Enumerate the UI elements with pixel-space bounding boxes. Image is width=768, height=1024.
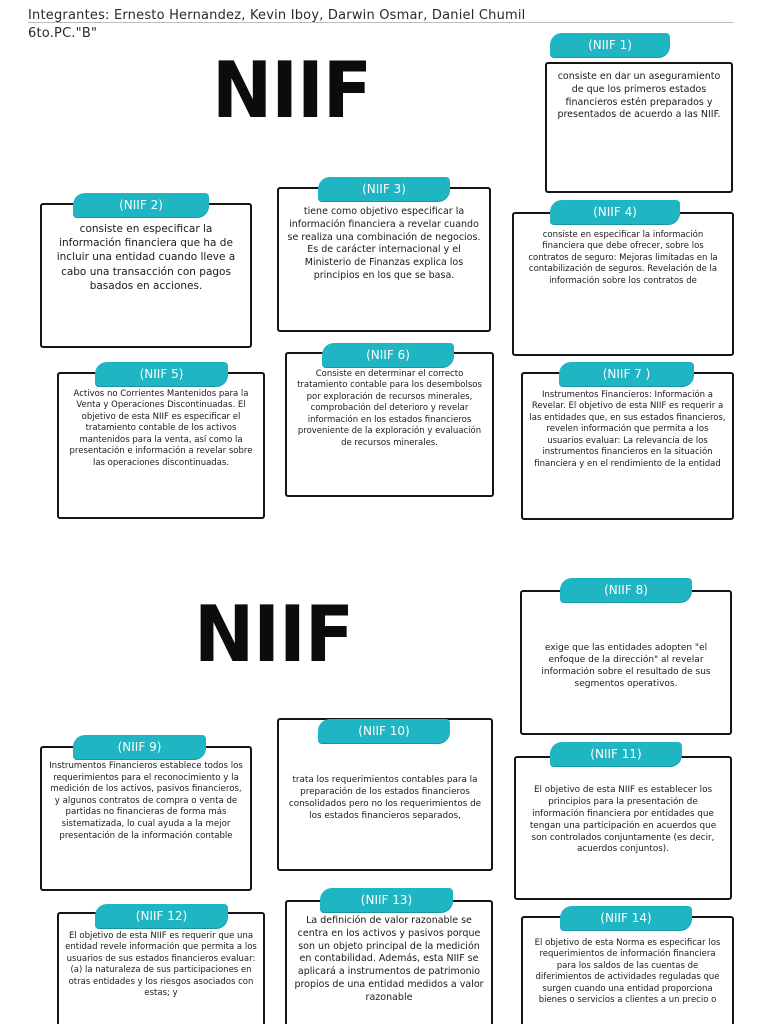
- page-title-2: NIIF: [194, 588, 354, 680]
- tag-niif-7: (NIIF 7 ): [559, 362, 694, 386]
- card-niif-12: [57, 912, 265, 1024]
- card-niif-7: [521, 372, 734, 520]
- card-niif-13-text: La definición de valor razonable se centra en los activos y pasivos porque son un objeto principal de la medición en contabilidad. Además, esta NIIF se aplicará a instrumentos de patrimonio propios de una entidad medidos a valor razonable: [294, 915, 484, 1003]
- page-title-1: NIIF: [212, 44, 372, 136]
- tag-niif-11: (NIIF 11): [550, 742, 682, 766]
- card-niif-6-text: Consiste en determinar el correcto tratamiento contable para los desembolsos por exploración de recursos minerales, comprobación del deterioro y revelar información en los estados financieros proveniente de la exploración y evaluación de recursos minerales.: [297, 369, 482, 448]
- tag-niif-13: (NIIF 13): [320, 888, 453, 912]
- card-niif-5: [57, 372, 265, 519]
- card-niif-5-text: Activos no Corrientes Mantenidos para la Venta y Operaciones Discontinuadas. El objetivo de esta NIIF es especificar el tratamiento contable de los activos mantenidos para la venta, así como la presentación e información a revelar sobre las operaciones discontinuadas.: [69, 389, 253, 468]
- tag-niif-6: (NIIF 6): [322, 343, 454, 367]
- card-niif-3: [277, 187, 491, 332]
- card-niif-14: [521, 916, 734, 1024]
- card-niif-4-text: consiste en especificar la información financiera que debe ofrecer, sobre los contratos de seguro: Mejoras limitadas en la contabilización de seguros. Revelación de la información sobre los contratos de: [528, 230, 718, 286]
- card-niif-2-text: consiste en especificar la información financiera que ha de incluir una entidad cuando lleve a cabo una transacción con pagos basados en acciones.: [56, 223, 236, 292]
- card-niif-12-text: El objetivo de esta NIIF es requerir que una entidad revele información que permita a los usuarios de sus estados financieros evaluar: (a) la naturaleza de sus participaciones en otras entidades y los riesgos asociados con estas; y: [65, 931, 257, 999]
- card-niif-8: [520, 590, 732, 735]
- card-niif-11: [514, 756, 732, 900]
- card-niif-10-text: trata los requerimientos contables para la preparación de los estados financieros consolidados pero no los requerimientos de los estados financieros separados,: [288, 775, 482, 821]
- tag-niif-10: (NIIF 10): [318, 719, 450, 743]
- tag-niif-5: (NIIF 5): [95, 362, 228, 386]
- tag-niif-9: (NIIF 9): [73, 735, 206, 759]
- tag-niif-12: (NIIF 12): [95, 904, 228, 928]
- grade-label: 6to.PC."B": [28, 26, 98, 41]
- card-niif-9-text: Instrumentos Financieros establece todos los requerimientos para el reconocimiento y la medición de los activos, pasivos financieros, y algunos contratos de compra o venta de partidas no financieras de forma más sistematizada, lo cual ayuda a la mejor presentación de la información contable: [49, 761, 243, 841]
- tag-niif-3: (NIIF 3): [318, 177, 450, 201]
- header-divider: [28, 22, 734, 23]
- tag-niif-14: (NIIF 14): [560, 906, 692, 930]
- card-niif-4: [512, 212, 734, 356]
- tag-niif-4: (NIIF 4): [550, 200, 680, 224]
- members-header: Integrantes: Ernesto Hernandez, Kevin Iboy, Darwin Osmar, Daniel Chumil: [28, 8, 526, 23]
- card-niif-13: [285, 900, 493, 1024]
- card-niif-2: [40, 203, 252, 348]
- card-niif-11-text: El objetivo de esta NIIF es establecer los principios para la presentación de información financiera por entidades que tengan una participación en acuerdos que son controlados conjuntamente (es decir, acuerdos conjuntos).: [529, 785, 717, 855]
- card-niif-6: [285, 352, 494, 497]
- card-niif-7-text: Instrumentos Financieros: Información a Revelar. El objetivo de esta NIIF es requerir a las entidades que, en sus estados financieros, revelen información que permita a los usuarios evaluar: La relevancia de los instrumentos financieros en la situación financiera y en el rendimiento de la entidad: [529, 390, 726, 469]
- tag-niif-8: (NIIF 8): [560, 578, 692, 602]
- card-niif-3-text: tiene como objetivo especificar la información financiera a revelar cuando se realiza una combinación de negocios. Es de carácter internacional y el Ministerio de Finanzas explica los principios en los que se basa.: [287, 206, 481, 282]
- tag-niif-1: (NIIF 1): [550, 33, 670, 57]
- card-niif-9: [40, 746, 252, 891]
- card-niif-1-text: consiste en dar un aseguramiento de que los primeros estados financieros estén preparados y presentados de acuerdo a las NIIF.: [557, 71, 721, 121]
- card-niif-14-text: El objetivo de esta Norma es especificar los requerimientos de información financiera para los saldos de las cuentas de diferimientos de actividades reguladas que surgen cuando una entidad proporciona bienes o servicios a clientes a un precio o: [534, 938, 721, 1006]
- tag-niif-2: (NIIF 2): [73, 193, 209, 217]
- card-niif-8-text: exige que las entidades adopten "el enfoque de la dirección" al revelar información sobre el resultado de sus segmentos operativos.: [541, 643, 711, 690]
- card-niif-1: [545, 62, 733, 193]
